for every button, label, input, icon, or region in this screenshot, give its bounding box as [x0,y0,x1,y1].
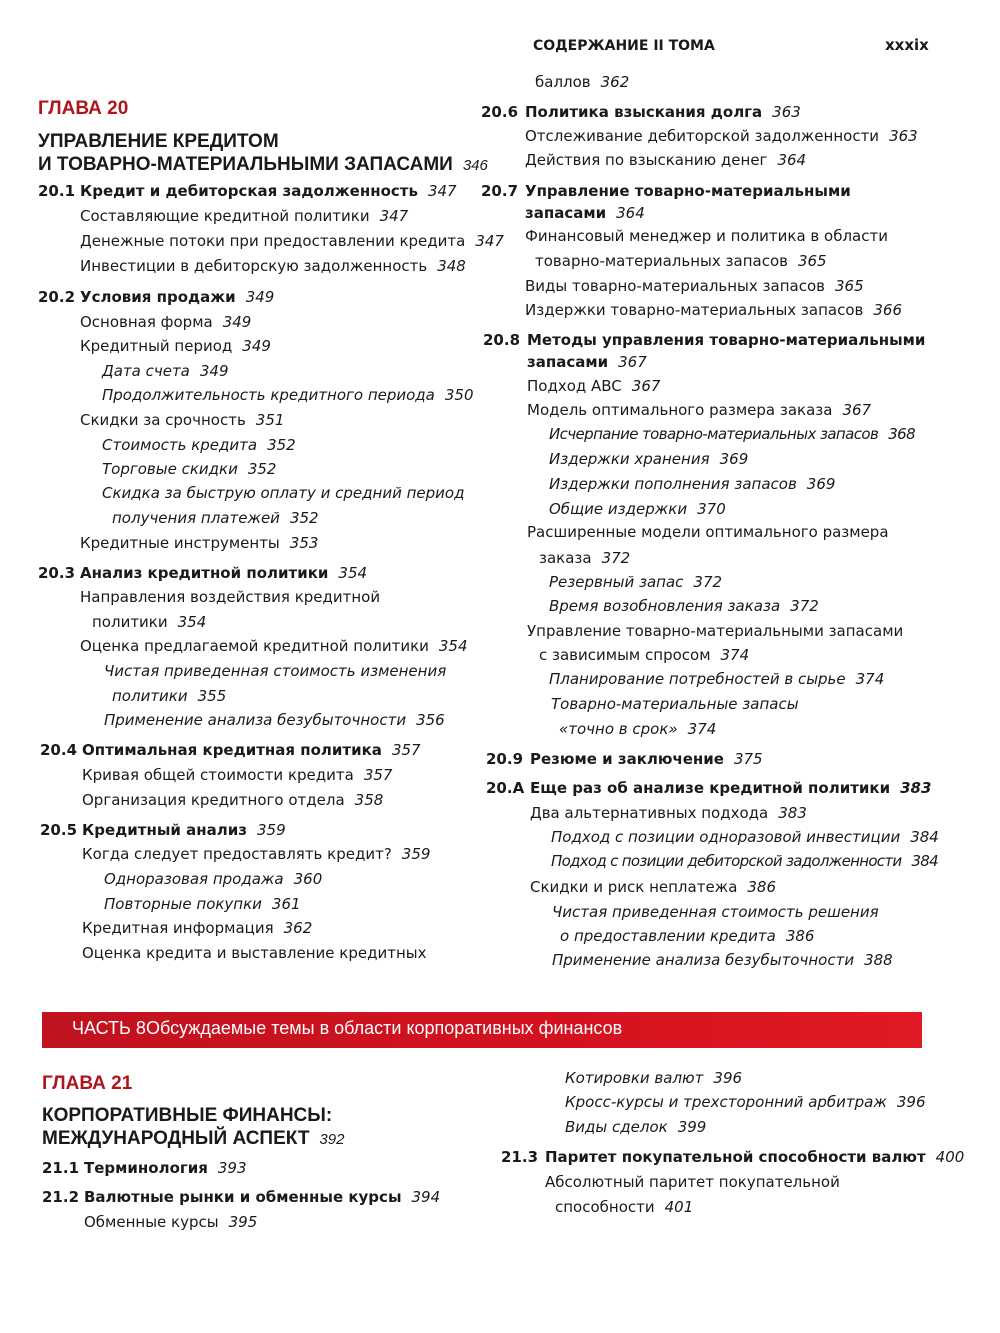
toc-entry[interactable] [84,1212,257,1232]
page-ref: 396 [896,1093,926,1111]
entry-title: Кредитные инструменты [80,534,280,552]
toc-entry[interactable] [545,1172,840,1192]
entry-title: с зависимым спросом [539,646,711,664]
page-ref: 367 [631,377,661,395]
page-ref: 356 [416,711,445,729]
section-title: Политика взыскания долга [525,103,763,121]
page-ref: 365 [797,252,827,270]
toc-subentry[interactable] [565,1117,706,1137]
section-number: 21.2 [42,1188,80,1206]
entry-title: Виды товарно-материальных запасов [525,277,825,295]
toc-section-cont[interactable] [527,352,647,372]
chapter-title-line [38,153,488,177]
toc-entry[interactable] [80,587,380,607]
entry-title: Котировки валют [565,1069,704,1087]
page-ref: 357 [363,766,393,784]
section-title: Резюме и заключение [530,750,724,768]
entry-title: Виды сделок [565,1118,668,1136]
entry-title: Общие издержки [549,500,688,518]
entry-title: политики [92,613,168,631]
entry-title: Составляющие кредитной политики [80,207,370,225]
section-number: 21.3 [501,1148,539,1166]
page-ref: 396 [713,1069,743,1087]
toc-subentry[interactable] [552,950,893,970]
entry-title: Основная форма [80,313,213,331]
toc-entry-cont[interactable] [555,1197,693,1217]
section-number: 20.1 [38,182,76,200]
entry-title: Направления воздействия кредитной [80,588,381,606]
toc-entry-cont[interactable] [535,72,629,92]
page-ref: 359 [401,845,431,863]
entry-title: Дата счета [102,362,190,380]
entry-title: Чистая приведенная стоимость изменения [104,662,447,680]
toc-entry-cont[interactable] [539,645,749,665]
toc-subentry[interactable] [551,694,799,714]
chapter-label: ГЛАВА 20 [38,98,129,119]
page-ref: 354 [338,564,368,582]
entry-title: Кредитный период [80,337,233,355]
entry-title: Скидка за быструю оплату и средний период [102,484,465,502]
part-title: Обсуждаемые темы в области корпоративных финансов [146,1018,623,1038]
toc-entry-cont[interactable] [539,548,630,568]
toc-entry-cont[interactable] [92,612,206,632]
toc-entry[interactable] [525,276,864,296]
toc-subentry[interactable] [102,459,276,479]
page-ref: 367 [842,401,872,419]
page-ref: 348 [437,257,466,275]
toc-subentry[interactable] [102,435,296,455]
page-ref: 365 [834,277,864,295]
section-title: Кредитный анализ [82,821,247,839]
entry-title: Обменные курсы [84,1213,219,1231]
entry-title: Скидки и риск неплатежа [530,878,738,896]
section-number: 21.1 [42,1159,80,1177]
page-ref: 363 [889,127,918,145]
page-ref: 352 [289,509,319,527]
chapter-title [42,1104,344,1151]
page-ref: 362 [283,919,313,937]
chapter-title-text: И ТОВАРНО-МАТЕРИАЛЬНЫМИ ЗАПАСАМИ [38,154,453,175]
toc-subentry[interactable] [549,474,835,494]
section-title: Оптимальная кредитная политика [82,741,382,759]
entry-title: Скидки за срочность [80,411,246,429]
chapter-title-text: МЕЖДУНАРОДНЫЙ АСПЕКТ [42,1128,310,1149]
toc-subentry-cont[interactable] [112,686,226,706]
part-label: ЧАСТЬ 8 [72,1018,146,1038]
entry-title: Два альтернативных подхода [530,804,769,822]
toc-entry[interactable] [527,621,903,641]
page-ref: 375 [733,750,763,768]
page-ref: 400 [935,1148,965,1166]
page-ref: 374 [687,720,717,738]
toc-subentry[interactable] [104,661,446,681]
toc-section[interactable] [42,1187,440,1207]
toc-section[interactable] [38,287,274,307]
page-ref: 361 [271,895,301,913]
chapter-title [38,130,488,177]
page-ref: 372 [790,597,819,615]
section-title: Анализ кредитной политики [80,564,329,582]
toc-entry-cont[interactable] [535,251,827,271]
toc-subentry[interactable] [104,869,322,889]
page-ref: 370 [697,500,726,518]
page-ref: 393 [217,1159,247,1177]
section-title: Условия продажи [80,288,236,306]
entry-title: Организация кредитного отдела [82,791,345,809]
page-ref: 386 [785,927,815,945]
entry-title: «точно в срок» [559,720,678,738]
page-ref: 347 [475,232,504,250]
page-ref: 362 [600,73,630,91]
page-ref: 359 [256,821,286,839]
entry-title: Применение анализа безубыточности [104,711,407,729]
toc-section[interactable] [481,102,801,122]
page-ref: 368 [888,425,916,443]
page-ref: 353 [289,534,319,552]
page-ref: 349 [199,362,229,380]
toc-subentry-cont[interactable] [559,719,716,739]
page-ref: 346 [462,157,488,174]
chapter-label: ГЛАВА 21 [42,1073,133,1094]
page-ref: 349 [245,288,275,306]
section-title: Терминология [84,1159,208,1177]
entry-title: Издержки пополнения запасов [549,475,797,493]
entry-title: Кредитная информация [82,919,274,937]
entry-title: Торговые скидки [102,460,238,478]
section-number: 20.4 [40,741,78,759]
toc-section[interactable] [42,1158,247,1178]
toc-subentry[interactable] [565,1068,742,1088]
entry-title: Резервный запас [549,573,684,591]
chapter-title-line [42,1127,344,1151]
entry-title: Подход с позиции дебиторской задолженности [551,852,902,870]
toc-subentry[interactable] [102,361,229,381]
toc-entry[interactable] [530,877,776,897]
page-ref: 350 [444,386,474,404]
page-ref: 351 [255,411,285,429]
entry-title: Подход ABC [527,377,622,395]
page-ref: 372 [693,573,723,591]
toc-subentry-cont[interactable] [112,508,319,528]
toc-subentry[interactable] [551,827,939,847]
entry-title: Расширенные модели оптимального размера [527,523,889,541]
section-title: Методы управления товарно-материальными [527,331,926,349]
section-number: 20.7 [481,182,519,200]
page-ref: 352 [267,436,296,454]
entry-title: Издержки товарно-материальных запасов [525,301,864,319]
page-ref: 383 [900,779,932,797]
entry-title: Модель оптимального размера заказа [527,401,833,419]
toc-entry[interactable] [80,336,271,356]
page-ref: 349 [222,313,252,331]
section-number: 20.8 [483,331,521,349]
entry-title: Одноразовая продажа [104,870,284,888]
toc-subentry[interactable] [102,385,474,405]
page-ref: 357 [391,741,421,759]
toc-subentry[interactable] [549,596,819,616]
page-ref: 369 [806,475,836,493]
page-ref: 394 [411,1188,441,1206]
toc-entry[interactable] [80,533,318,553]
toc-section[interactable] [40,740,421,760]
section-number: 20.5 [40,821,78,839]
section-number: 20.9 [486,750,524,768]
toc-entry[interactable] [82,918,312,938]
toc-entry[interactable] [80,231,504,251]
page-ref: 401 [664,1198,694,1216]
toc-section[interactable] [501,1147,964,1167]
section-number: 20.2 [38,288,76,306]
toc-entry[interactable] [525,300,902,320]
entry-title: Подход с позиции одноразовой инвестиции [551,828,901,846]
toc-entry[interactable] [530,803,807,823]
toc-subentry[interactable] [104,894,301,914]
page-ref: 388 [864,951,893,969]
section-title: Управление товарно-материальными [525,182,851,200]
toc-section[interactable] [40,820,286,840]
page-ref: 367 [618,353,647,371]
part-banner [42,1012,922,1048]
entry-title: Исчерпание товарно-материальных запасов [549,425,879,443]
toc-subentry[interactable] [549,424,915,444]
page-ref: 395 [228,1213,258,1231]
toc-entry[interactable] [80,206,408,226]
toc-subentry[interactable] [549,669,884,689]
toc-entry[interactable] [82,790,383,810]
toc-subentry[interactable] [549,499,726,519]
page-ref: 347 [427,182,457,200]
entry-title: Время возобновления заказа [549,597,781,615]
toc-subentry[interactable] [102,483,464,503]
running-header: СОДЕРЖАНИЕ II ТОМА [533,38,715,54]
toc-entry[interactable] [527,522,889,542]
page-ref: 386 [747,878,777,896]
section-title: запасами [527,353,609,371]
entry-title: Применение анализа безубыточности [552,951,855,969]
page-ref: 354 [177,613,207,631]
toc-section[interactable] [38,563,367,583]
page-ref: 352 [247,460,277,478]
toc-entry[interactable] [525,226,888,246]
entry-title: Управление товарно-материальными запасами [527,622,904,640]
entry-title: Инвестиции в дебиторскую задолженность [80,257,428,275]
toc-subentry-cont[interactable] [560,926,814,946]
page-ref: 374 [720,646,750,664]
entry-title: Оценка предлагаемой кредитной политики [80,637,429,655]
page-ref: 374 [855,670,885,688]
entry-title: Товарно-материальные запасы [551,695,799,713]
section-number: 20.A [486,779,525,797]
entry-title: Чистая приведенная стоимость решения [552,903,879,921]
toc-entry[interactable] [527,400,871,420]
entry-title: Издержки хранения [549,450,710,468]
toc-entry[interactable] [80,312,251,332]
entry-title: способности [555,1198,655,1216]
page-ref: 369 [719,450,749,468]
entry-title: Планирование потребностей в сырье [549,670,846,688]
entry-title: Повторные покупки [104,895,262,913]
page-ref: 366 [873,301,903,319]
page-ref: 384 [911,852,938,870]
entry-title: заказа [539,549,592,567]
page-ref: 364 [777,151,807,169]
toc-entry[interactable] [525,126,918,146]
entry-title: Оценка кредита и выставление кредитных [82,944,427,962]
page-ref: 358 [354,791,384,809]
page-ref: 392 [319,1131,345,1148]
page-number: xxxix [885,36,929,54]
toc-subentry[interactable] [552,902,879,922]
toc-section[interactable] [483,330,925,350]
toc-entry[interactable] [525,150,806,170]
page-ref: 384 [910,828,939,846]
section-number: 20.3 [38,564,76,582]
page-ref: 363 [772,103,801,121]
page-ref: 383 [778,804,807,822]
toc-section[interactable] [486,778,931,798]
page-ref: 347 [379,207,409,225]
entry-title: о предоставлении кредита [560,927,776,945]
toc-section[interactable] [481,181,851,201]
section-title: Кредит и дебиторская задолженность [80,182,418,200]
toc-entry[interactable] [80,636,468,656]
section-number: 20.6 [481,103,519,121]
entry-title: политики [112,687,188,705]
entry-title: Кросс-курсы и трехсторонний арбитраж [565,1093,887,1111]
toc-section[interactable] [38,181,457,201]
toc-subentry[interactable] [104,710,445,730]
toc-entry[interactable] [80,256,466,276]
entry-title: Денежные потоки при предоставлении кредита [80,232,466,250]
entry-title: получения платежей [112,509,280,527]
entry-title: Стоимость кредита [102,436,258,454]
page-ref: 364 [616,204,645,222]
toc-entry[interactable] [82,765,392,785]
page-ref: 399 [677,1118,707,1136]
toc-subentry[interactable] [551,851,938,871]
page-ref: 360 [293,870,323,888]
toc-entry[interactable] [82,943,426,963]
toc-entry[interactable] [527,376,660,396]
toc-subentry[interactable] [565,1092,926,1112]
section-title: Паритет покупательной способности валют [545,1148,926,1166]
toc-subentry[interactable] [549,572,722,592]
chapter-title-line: КОРПОРАТИВНЫЕ ФИНАНСЫ: [42,1105,333,1126]
page-ref: 354 [438,637,468,655]
entry-title: Абсолютный паритет покупательной [545,1173,840,1191]
page-ref: 372 [601,549,631,567]
section-title: Еще раз об анализе кредитной политики [530,779,891,797]
chapter-title-line: УПРАВЛЕНИЕ КРЕДИТОМ [38,131,279,152]
page-ref: 349 [242,337,271,355]
entry-title: Отслеживание дебиторской задолженности [525,127,880,145]
section-title: Валютные рынки и обменные курсы [84,1188,402,1206]
entry-title: Продолжительность кредитного периода [102,386,435,404]
entry-title: Когда следует предоставлять кредит? [82,845,392,863]
entry-title: баллов [535,73,591,91]
entry-title: товарно-материальных запасов [535,252,788,270]
toc-section-cont[interactable] [525,203,645,223]
entry-title: Действия по взысканию денег [525,151,768,169]
entry-title: Финансовый менеджер и политика в области [525,227,888,245]
toc-subentry[interactable] [549,449,748,469]
entry-title: Кривая общей стоимости кредита [82,766,354,784]
toc-entry[interactable] [80,410,284,430]
toc-section[interactable] [486,749,763,769]
section-title: запасами [525,204,607,222]
page-ref: 355 [197,687,227,705]
toc-entry[interactable] [82,844,430,864]
